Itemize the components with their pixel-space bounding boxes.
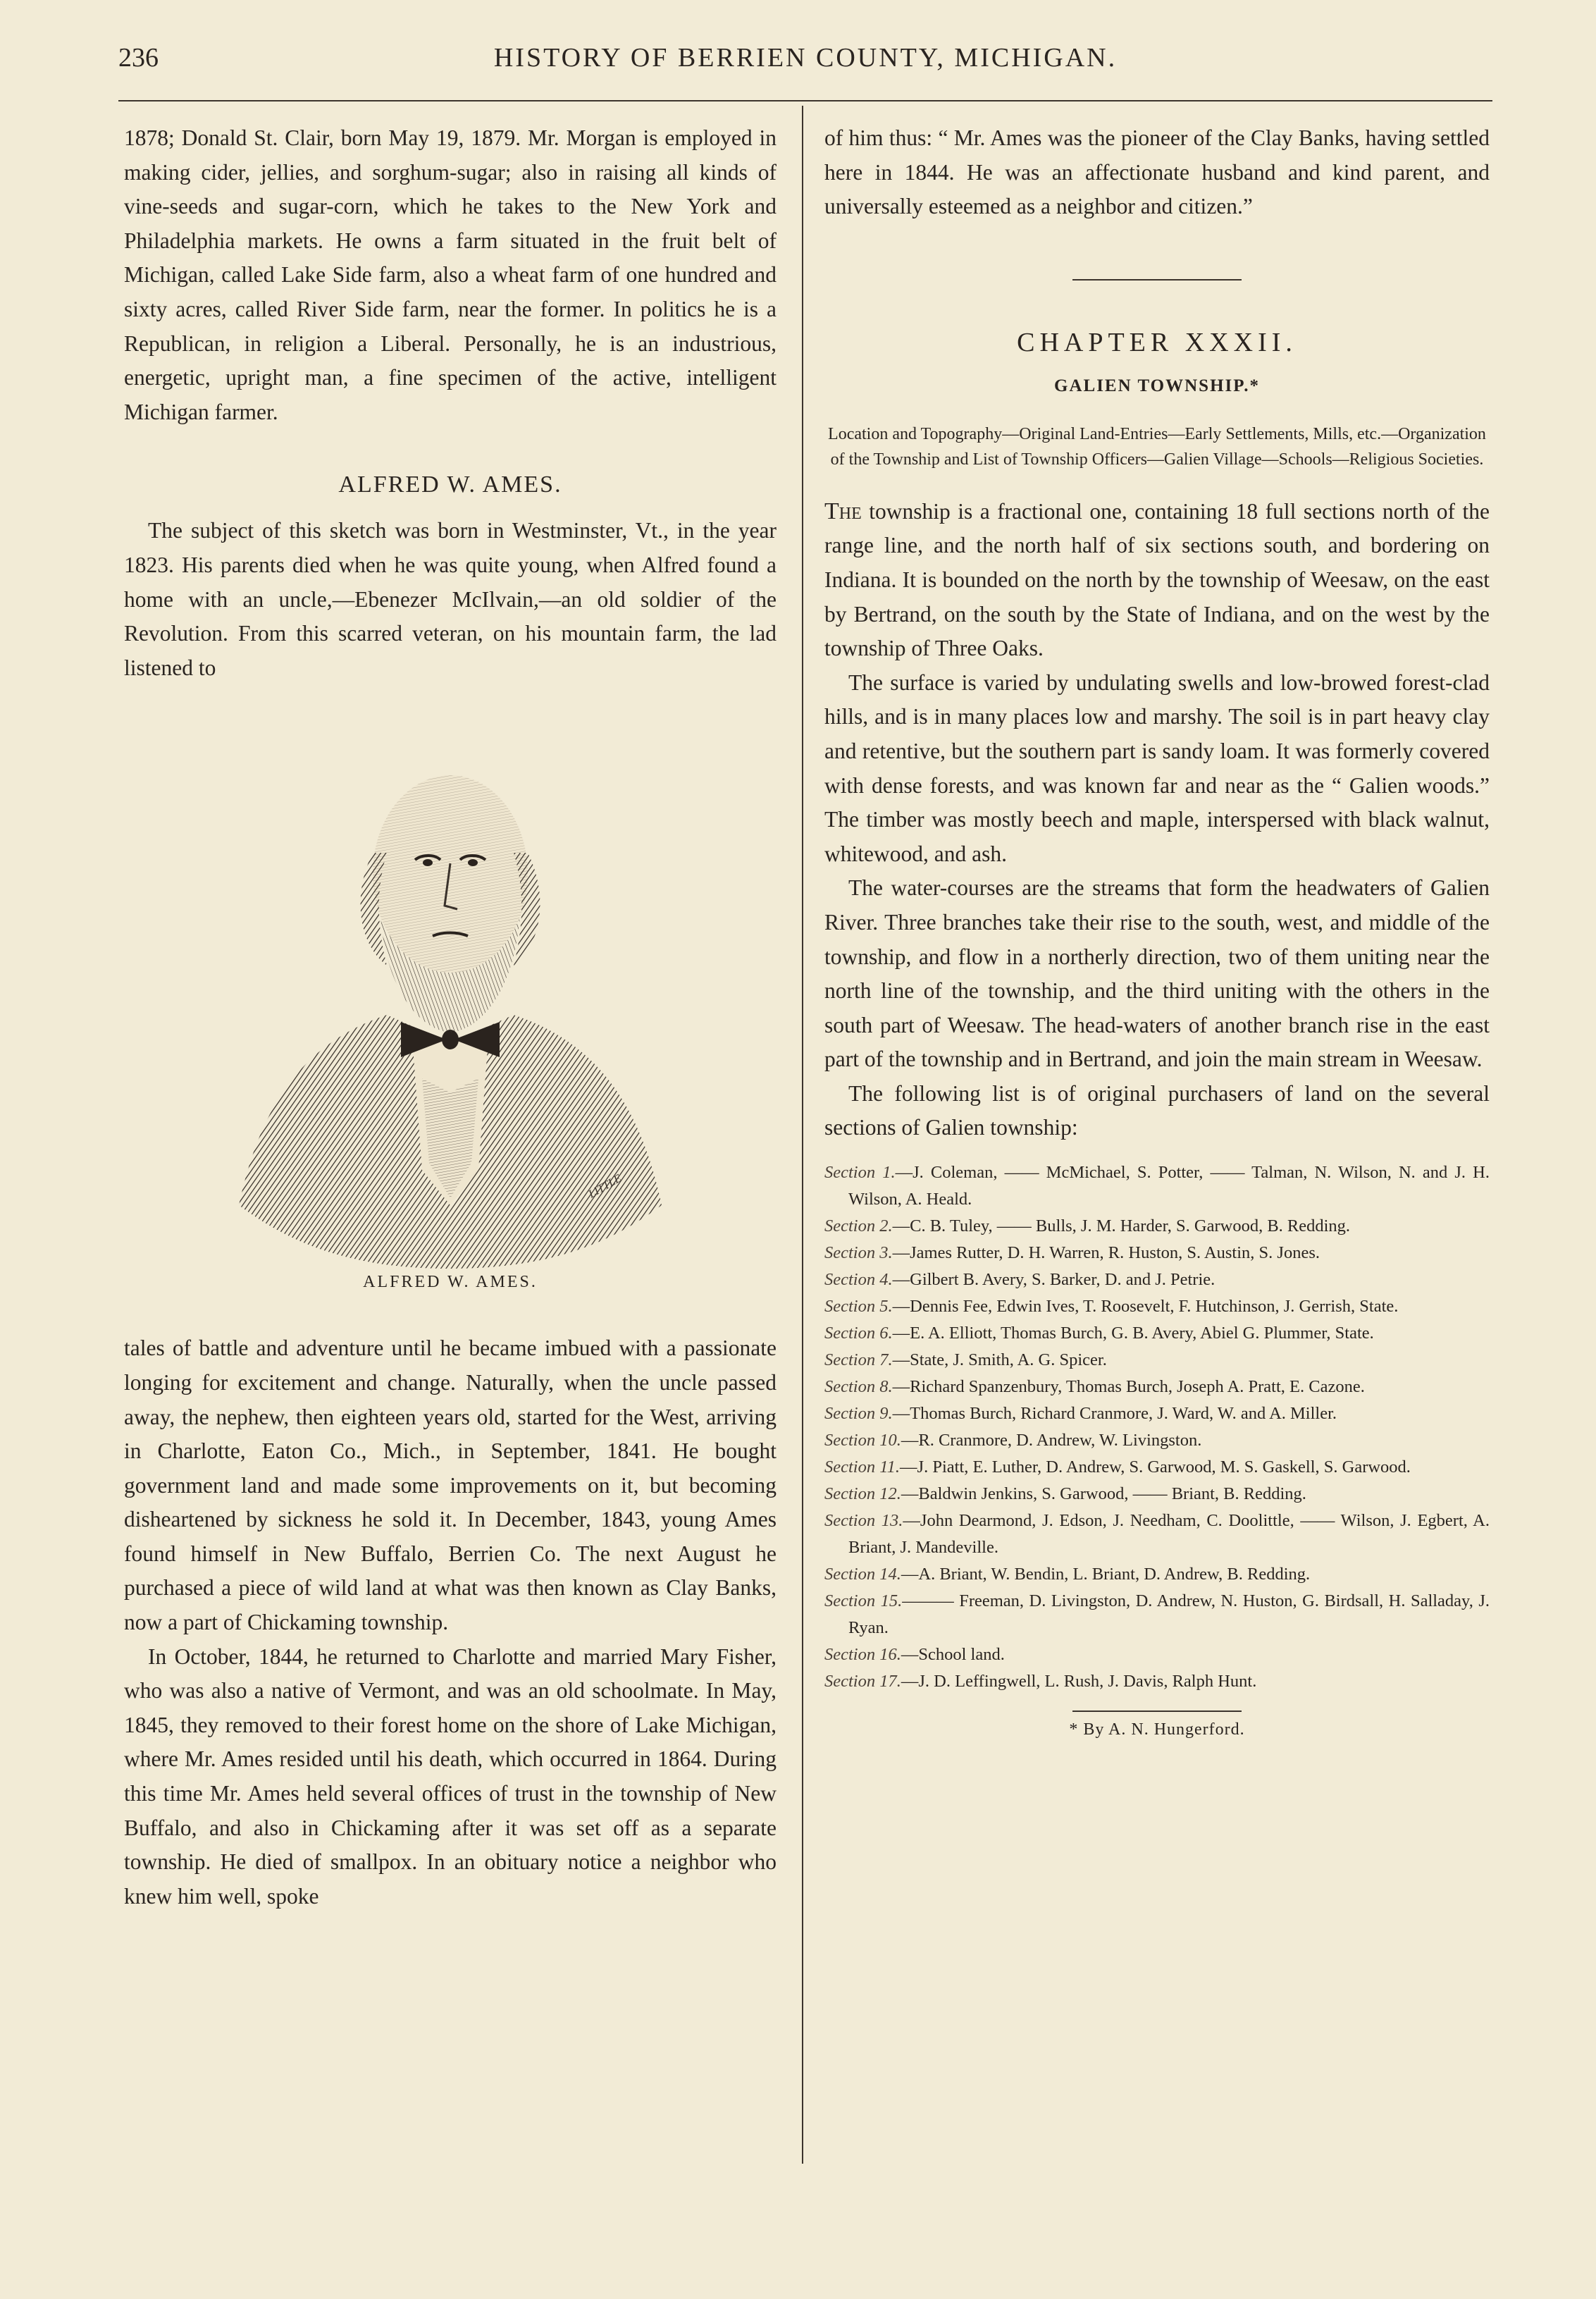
- section-owners: —J. Piatt, E. Luther, D. Andrew, S. Garwood, M. S. Gaskell, S. Garwood.: [900, 1457, 1411, 1477]
- paragraph-purchasers-intro: The following list is of original purchasers of land on the several sections of Galien township:: [824, 1080, 1490, 1140]
- section-entry: [824, 1427, 1490, 1454]
- running-head: [118, 42, 1492, 85]
- footnote-rule: [1072, 1711, 1242, 1712]
- paragraph-surface: The surface is varied by undulating swells and low-browed forest-clad hills, and is in many places low and marshy. The soil is in part heavy clay and retentive, but the southern part is sandy loam. It was formerly covered with dense forests, and was known far and near as the “ Galien woods.” The timber was mostly beech and maple, interspersed with black walnut, whitewood, and ash.: [824, 670, 1490, 866]
- section-label: Section 10.: [824, 1431, 901, 1450]
- section-entry: [824, 1240, 1490, 1266]
- section-label: Section 2.: [824, 1216, 893, 1236]
- section-entry: [824, 1481, 1490, 1508]
- section-entry: [824, 1588, 1490, 1641]
- column-divider: [802, 106, 803, 2164]
- section-owners: —Baldwin Jenkins, S. Garwood, —— Briant, B. Redding.: [901, 1484, 1306, 1504]
- lead-word: The: [824, 498, 862, 524]
- section-entry: [824, 1320, 1490, 1347]
- section-owners: —Thomas Burch, Richard Cranmore, J. Ward, W. and A. Miller.: [892, 1404, 1337, 1424]
- left-column: [124, 121, 777, 1913]
- chapter-subtitle: GALIEN TOWNSHIP.*: [1054, 376, 1260, 395]
- section-owners: —J. Coleman, —— McMichael, S. Potter, —— Talman, N. Wilson, N. and J. H. Wilson, A. Heald.: [848, 1163, 1490, 1209]
- section-purchaser-list: [824, 1159, 1490, 1695]
- paragraph-morgan-continued: 1878; Donald St. Clair, born May 19, 1879. Mr. Morgan is employed in making cider, jellies, and sorghum-sugar; also in raising all kinds of vine-seeds and sugar-corn, which he takes to the New York and Philadelphia markets. He owns a farm situated in the fruit belt of Michigan, called Lake Side farm, also a wheat farm of one hundred and sixty acres, called River Side farm, near the former. In politics he is a Republican, in religion a Liberal. Personally, he is an industrious, energetic, upright man, a fine specimen of the active, intelligent Michigan farmer.: [124, 125, 777, 424]
- section-entry: [824, 1293, 1490, 1320]
- section-owners: —State, J. Smith, A. G. Spicer.: [892, 1350, 1107, 1370]
- section-owners: —Dennis Fee, Edwin Ives, T. Roosevelt, F. Hutchinson, J. Gerrish, State.: [892, 1297, 1399, 1317]
- section-owners: —Richard Spanzenbury, Thomas Burch, Joseph A. Pratt, E. Cazone.: [892, 1377, 1365, 1397]
- section-label: Section 8.: [824, 1377, 893, 1397]
- section-entry: [824, 1213, 1490, 1240]
- paragraph-township-intro: [824, 495, 1490, 666]
- running-title: HISTORY OF BERRIEN COUNTY, MICHIGAN.: [493, 43, 1118, 73]
- chapter-title: CHAPTER XXXII.: [1017, 327, 1297, 357]
- right-column: [824, 121, 1490, 1739]
- paragraph-ames-marriage: In October, 1844, he returned to Charlotte and married Mary Fisher, who was also a native of Vermont, and was an old schoolmate. In May, 1845, they removed to their forest home on the shore of Lake Michigan, where Mr. Ames resided until his death, which occurred in 1864. During this time Mr. Ames held several offices of trust in the township of New Buffalo, and also in Chickaming after it was set off as a separate township. He died of smallpox. In an obituary notice a neighbor who knew him well, spoke: [124, 1644, 777, 1909]
- section-entry: [824, 1347, 1490, 1374]
- section-entry: [824, 1641, 1490, 1668]
- portrait-caption: ALFRED W. AMES.: [363, 1273, 538, 1292]
- section-owners: —Gilbert B. Avery, S. Barker, D. and J. Petrie.: [892, 1270, 1215, 1290]
- section-label: Section 17.: [824, 1672, 901, 1691]
- section-owners: —James Rutter, D. H. Warren, R. Huston, S. Austin, S. Jones.: [892, 1243, 1320, 1263]
- section-entry: [824, 1266, 1490, 1293]
- paragraph-ames-continued: tales of battle and adventure until he became imbued with a passionate longing for excitement and change. Naturally, when the uncle passed away, the nephew, then eighteen years old, started for the West, arriving in Charlotte, Eaton Co., Mich., in September, 1841. He bought government land and made some improvements on it, but becoming disheartened by sickness he sold it. In December, 1843, young Ames found himself in New Buffalo, Berrien Co. The next August he purchased a piece of wild land at what was then known as Clay Banks, now a part of Chickaming township.: [124, 1336, 777, 1635]
- chapter-separator-rule: [1072, 279, 1242, 281]
- section-entry: [824, 1561, 1490, 1588]
- section-label: Section 6.: [824, 1324, 893, 1343]
- section-owners: —School land.: [901, 1645, 1005, 1665]
- section-entry: [824, 1374, 1490, 1400]
- chapter-synopsis: Location and Topography—Original Land-Entries—Early Settlements, Mills, etc.—Organization of the Township and List of Township Officers—Galien Village—Schools—Religious Societies.: [828, 424, 1486, 469]
- paragraph-water-courses: The water-courses are the streams that form the headwaters of Galien River. Three branches take their rise to the south, west, and middle of the township, and flow in a northerly direction, two of them uniting near the north line of the township, and the third uniting with the others in the south part of Weesaw. The head-waters of another branch rise in the east part of the township and in Bertrand, and join the main stream in Weesaw.: [824, 875, 1490, 1072]
- section-owners: —A. Briant, W. Bendin, L. Briant, D. Andrew, B. Redding.: [901, 1565, 1311, 1584]
- section-owners: —John Dearmond, J. Edson, J. Needham, C. Doolittle, —— Wilson, J. Egbert, A. Briant, J. Mandeville.: [848, 1511, 1490, 1558]
- section-entry: [824, 1668, 1490, 1695]
- section-label: Section 12.: [824, 1484, 901, 1504]
- section-label: Section 14.: [824, 1565, 901, 1584]
- section-entry: [824, 1454, 1490, 1481]
- svg-text:LITTLE: LITTLE: [586, 1172, 624, 1201]
- section-label: Section 1.: [824, 1163, 896, 1183]
- section-label: Section 9.: [824, 1404, 893, 1424]
- section-label: Section 4.: [824, 1270, 893, 1290]
- paragraph-ames-intro: The subject of this sketch was born in Westminster, Vt., in the year 1823. His parents died when he was quite young, when Alfred found a home with an uncle,—Ebenezer McIlvain,—an old soldier of the Revolution. From this scarred veteran, on his mountain farm, the lad listened to: [124, 518, 777, 680]
- paragraph-township-intro-text: township is a fractional one, containing 18 full sections north of the range line, and the north half of six sections south, and bordering on Indiana. It is bounded on the north by the township of Weesaw, on the east by Bertrand, on the south by the State of Indiana, and on the west by the township of Three Oaks.: [824, 498, 1490, 661]
- section-label: Section 5.: [824, 1297, 893, 1317]
- section-heading-ames: ALFRED W. AMES.: [338, 471, 562, 498]
- portrait-engraving: [211, 712, 690, 1269]
- section-owners: —R. Cranmore, D. Andrew, W. Livingston.: [901, 1431, 1202, 1450]
- section-owners: —J. D. Leffingwell, L. Rush, J. Davis, Ralph Hunt.: [901, 1672, 1257, 1691]
- section-owners: —C. B. Tuley, —— Bulls, J. M. Harder, S. Garwood, B. Redding.: [892, 1216, 1351, 1236]
- portrait-illustration: [211, 712, 690, 1269]
- section-label: Section 11.: [824, 1457, 901, 1477]
- section-owners: —E. A. Elliott, Thomas Burch, G. B. Avery, Abiel G. Plummer, State.: [892, 1324, 1374, 1343]
- section-label: Section 13.: [824, 1511, 903, 1531]
- section-label: Section 3.: [824, 1243, 893, 1263]
- section-owners: ——— Freeman, D. Livingston, D. Andrew, N. Huston, G. Birdsall, H. Salladay, J. Ryan.: [848, 1591, 1490, 1638]
- footnote: * By A. N. Hungerford.: [1069, 1720, 1245, 1739]
- section-entry: [824, 1400, 1490, 1427]
- section-entry: [824, 1508, 1490, 1561]
- header-rule: [118, 100, 1492, 101]
- page-number: 236: [118, 43, 159, 73]
- section-label: Section 15.: [824, 1591, 903, 1611]
- section-entry: [824, 1159, 1490, 1213]
- section-label: Section 16.: [824, 1645, 901, 1665]
- paragraph-obituary-quote: of him thus: “ Mr. Ames was the pioneer of the Clay Banks, having settled here in 1844. He was an affectionate husband and kind parent, and universally esteemed as a neighbor and citizen.”: [824, 125, 1490, 219]
- section-label: Section 7.: [824, 1350, 893, 1370]
